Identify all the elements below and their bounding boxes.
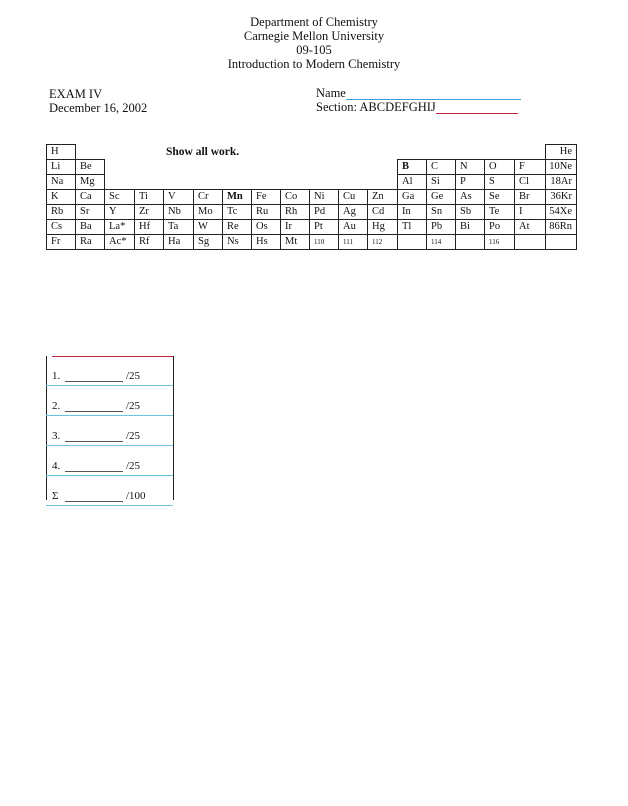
element-cell: Y — [104, 204, 135, 220]
element-cell: V — [163, 189, 194, 205]
score-row-divider — [46, 505, 173, 506]
element-cell: Cd — [367, 204, 398, 220]
element-cell: Cs — [46, 219, 76, 235]
instruction-text: Show all work. — [166, 146, 240, 158]
element-cell: Sc — [104, 189, 135, 205]
section-label: Section: ABCDEFGHIJ — [316, 100, 436, 114]
section-blank[interactable] — [436, 103, 518, 114]
score-row-label: 1. — [52, 370, 61, 382]
score-max: /25 — [126, 430, 141, 442]
score-max: /25 — [126, 400, 141, 412]
element-cell: Tl — [397, 219, 427, 235]
element-cell: Zn — [367, 189, 398, 205]
element-cell: La* — [104, 219, 135, 235]
exam-title: EXAM IV — [49, 87, 103, 101]
element-cell: Hs — [251, 234, 281, 250]
element-cell: B — [397, 159, 427, 175]
element-cell: I — [514, 204, 546, 220]
element-cell: 111 — [338, 234, 368, 250]
exam-info — [49, 87, 147, 115]
element-cell: Fe — [251, 189, 281, 205]
element-cell: Ag — [338, 204, 368, 220]
university-name: Carnegie Mellon University — [243, 29, 385, 43]
element-cell: 18Ar — [545, 174, 577, 190]
element-cell: P — [455, 174, 485, 190]
element-cell: Ir — [280, 219, 310, 235]
score-max: /100 — [126, 490, 146, 502]
element-cell: Si — [426, 174, 456, 190]
element-cell: Nb — [163, 204, 194, 220]
element-cell: Bi — [455, 219, 485, 235]
element-cell: Re — [222, 219, 252, 235]
element-cell: Sg — [193, 234, 223, 250]
element-cell: Be — [75, 159, 105, 175]
element-cell: Ha — [163, 234, 194, 250]
element-cell: H — [46, 144, 76, 160]
element-cell: Os — [251, 219, 281, 235]
element-cell: Pt — [309, 219, 339, 235]
element-cell: Se — [484, 189, 515, 205]
element-cell — [455, 234, 485, 250]
name-label: Name — [316, 86, 346, 100]
element-cell: 110 — [309, 234, 339, 250]
element-cell: He — [545, 144, 577, 160]
element-cell: Au — [338, 219, 368, 235]
score-blank[interactable] — [65, 370, 123, 382]
score-row-label: Σ — [52, 490, 59, 502]
element-cell — [514, 234, 546, 250]
element-cell: Na — [46, 174, 76, 190]
score-row-label: 4. — [52, 460, 61, 472]
score-row — [46, 356, 173, 386]
element-cell: 116 — [484, 234, 515, 250]
course-title: Introduction to Modern Chemistry — [227, 57, 401, 71]
element-cell: Pd — [309, 204, 339, 220]
page-header — [0, 15, 628, 71]
element-cell: Zr — [134, 204, 164, 220]
element-cell: 86Rn — [545, 219, 577, 235]
element-cell: Ca — [75, 189, 105, 205]
element-cell: C — [426, 159, 456, 175]
element-cell: Mt — [280, 234, 310, 250]
element-cell: At — [514, 219, 546, 235]
element-cell: Hf — [134, 219, 164, 235]
element-cell: In — [397, 204, 427, 220]
element-cell: Ru — [251, 204, 281, 220]
element-cell: Sr — [75, 204, 105, 220]
element-cell: Br — [514, 189, 546, 205]
element-cell: Rb — [46, 204, 76, 220]
element-cell: Li — [46, 159, 76, 175]
element-cell: Cl — [514, 174, 546, 190]
element-cell: Mn — [222, 189, 252, 205]
score-row-label: 3. — [52, 430, 61, 442]
element-cell: O — [484, 159, 515, 175]
element-cell: Ba — [75, 219, 105, 235]
score-max: /25 — [126, 460, 141, 472]
element-cell: Pb — [426, 219, 456, 235]
score-blank[interactable] — [65, 460, 123, 472]
score-row — [46, 386, 173, 416]
student-fields — [316, 86, 521, 114]
element-cell: Ra — [75, 234, 105, 250]
name-field-row — [316, 86, 521, 100]
element-cell: Sn — [426, 204, 456, 220]
element-cell: Po — [484, 219, 515, 235]
element-cell: Cu — [338, 189, 368, 205]
element-cell: Hg — [367, 219, 398, 235]
element-cell: Mg — [75, 174, 105, 190]
element-cell: Tc — [222, 204, 252, 220]
element-cell: W — [193, 219, 223, 235]
element-cell: Cr — [193, 189, 223, 205]
element-cell: Te — [484, 204, 515, 220]
exam-date: December 16, 2002 — [49, 101, 148, 115]
score-table-right-border — [173, 356, 174, 500]
score-blank[interactable] — [65, 430, 123, 442]
score-blank[interactable] — [65, 490, 123, 502]
element-cell: N — [455, 159, 485, 175]
section-field-row — [316, 100, 521, 114]
element-cell: 112 — [367, 234, 398, 250]
element-cell: Rh — [280, 204, 310, 220]
element-cell: Ti — [134, 189, 164, 205]
element-cell: F — [514, 159, 546, 175]
element-cell: 54Xe — [545, 204, 577, 220]
element-cell: Ga — [397, 189, 427, 205]
element-cell: 36Kr — [545, 189, 577, 205]
name-blank[interactable] — [346, 89, 521, 100]
element-cell: Sb — [455, 204, 485, 220]
score-blank[interactable] — [65, 400, 123, 412]
element-cell: Ge — [426, 189, 456, 205]
element-cell: Fr — [46, 234, 76, 250]
element-cell: Ns — [222, 234, 252, 250]
element-cell — [545, 234, 577, 250]
score-max: /25 — [126, 370, 141, 382]
element-cell: Al — [397, 174, 427, 190]
score-row — [46, 416, 173, 446]
score-row-label: 2. — [52, 400, 61, 412]
element-cell: Ni — [309, 189, 339, 205]
element-cell — [397, 234, 427, 250]
element-cell: Ac* — [104, 234, 135, 250]
score-row — [46, 446, 173, 476]
element-cell: 114 — [426, 234, 456, 250]
element-cell: S — [484, 174, 515, 190]
score-table — [46, 356, 173, 500]
course-number: 09-105 — [296, 43, 332, 57]
score-row — [46, 476, 173, 506]
element-cell: K — [46, 189, 76, 205]
element-cell: Rf — [134, 234, 164, 250]
element-cell: As — [455, 189, 485, 205]
element-cell: Mo — [193, 204, 223, 220]
department-name: Department of Chemistry — [250, 15, 378, 29]
element-cell: Co — [280, 189, 310, 205]
element-cell: 10Ne — [545, 159, 577, 175]
element-cell: Ta — [163, 219, 194, 235]
